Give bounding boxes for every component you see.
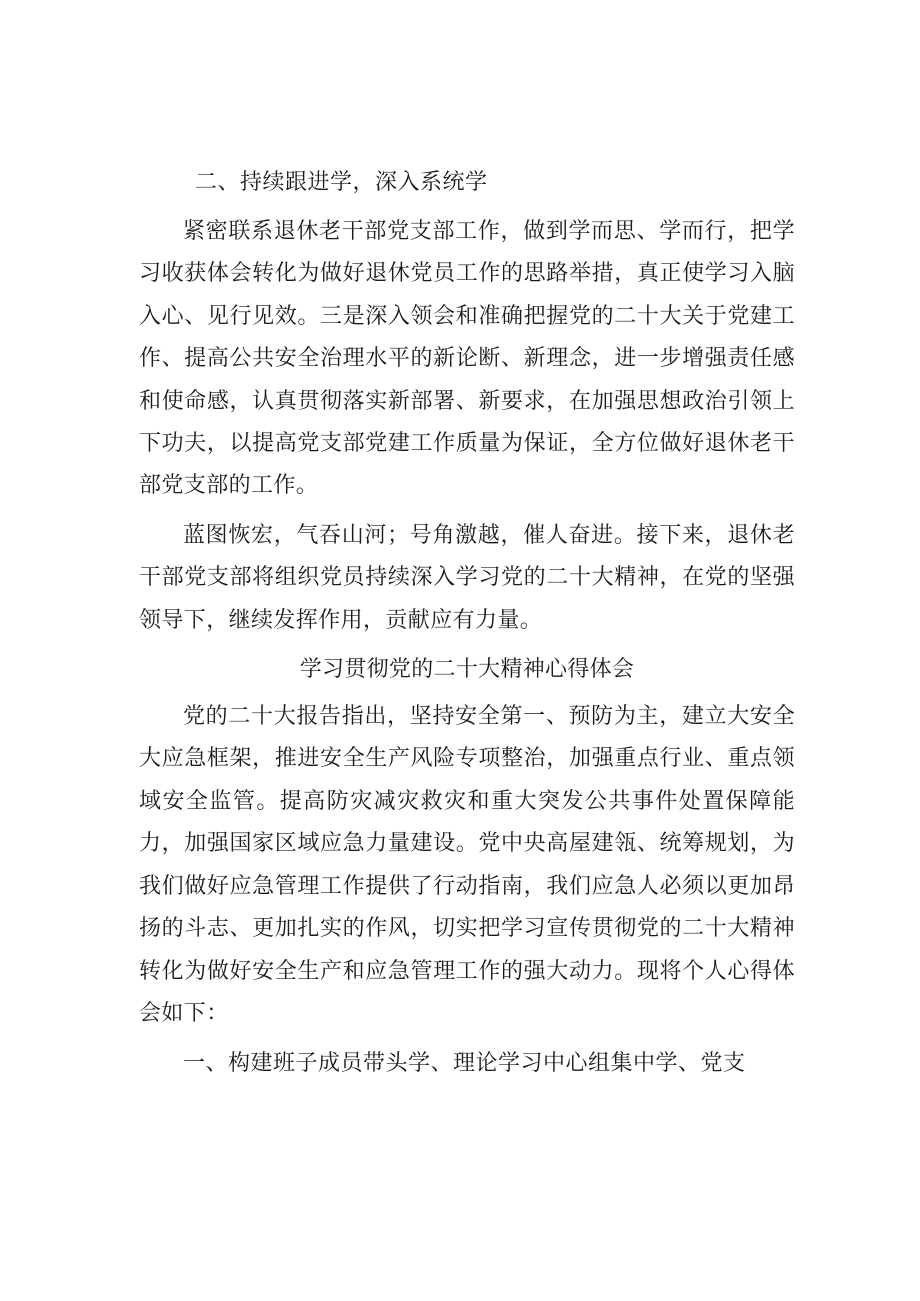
article-title: 学习贯彻党的二十大精神心得体会 [299, 657, 635, 683]
section-heading-leadership-study: 一、构建班子成员带头学、理论学习中心组集中学、党支 [183, 1051, 746, 1077]
section-heading-continuous-study: 二、持续跟进学，深入系统学 [195, 170, 488, 195]
document-body [139, 162, 795, 1085]
paragraph-blueprint-conclusion: 蓝图恢宏，气吞山河；号角激越，催人奋进。接下来，退休老干部党支部将组织党员持续深入学习党的二十大精神，在党的坚强领导下，继续发挥作用，贡献应有力量。 [139, 522, 795, 633]
paragraph-retired-cadres-work: 紧密联系退休老干部党支部工作，做到学而思、学而行，把学习收获体会转化为做好退休党员工作的思路举措，真正使学习入脑入心、见行见效。三是深入领会和准确把握党的二十大关于党建工作、提高公共安全治理水平的新论断、新理念，进一步增强责任感和使命感，认真贯彻落实新部署、新要求，在加强思想政治引领上下功夫，以提高党支部党建工作质量为保证，全方位做好退休老干部党支部的工作。 [139, 219, 795, 499]
paragraph-emergency-management: 党的二十大报告指出，坚持安全第一、预防为主，建立大安全大应急框架，推进安全生产风险专项整治，加强重点行业、重点领域安全监管。提高防灾减灾救灾和重大突发公共事件处置保障能力，加强国家区域应急力量建设。党中央高屋建瓴、统筹规划，为我们做好应急管理工作提供了行动指南，我们应急人必须以更加昂扬的斗志、更加扎实的作风，切实把学习宣传贯彻党的二十大精神转化为做好安全生产和应急管理工作的强大动力。现将个人心得体会如下： [139, 704, 795, 1026]
